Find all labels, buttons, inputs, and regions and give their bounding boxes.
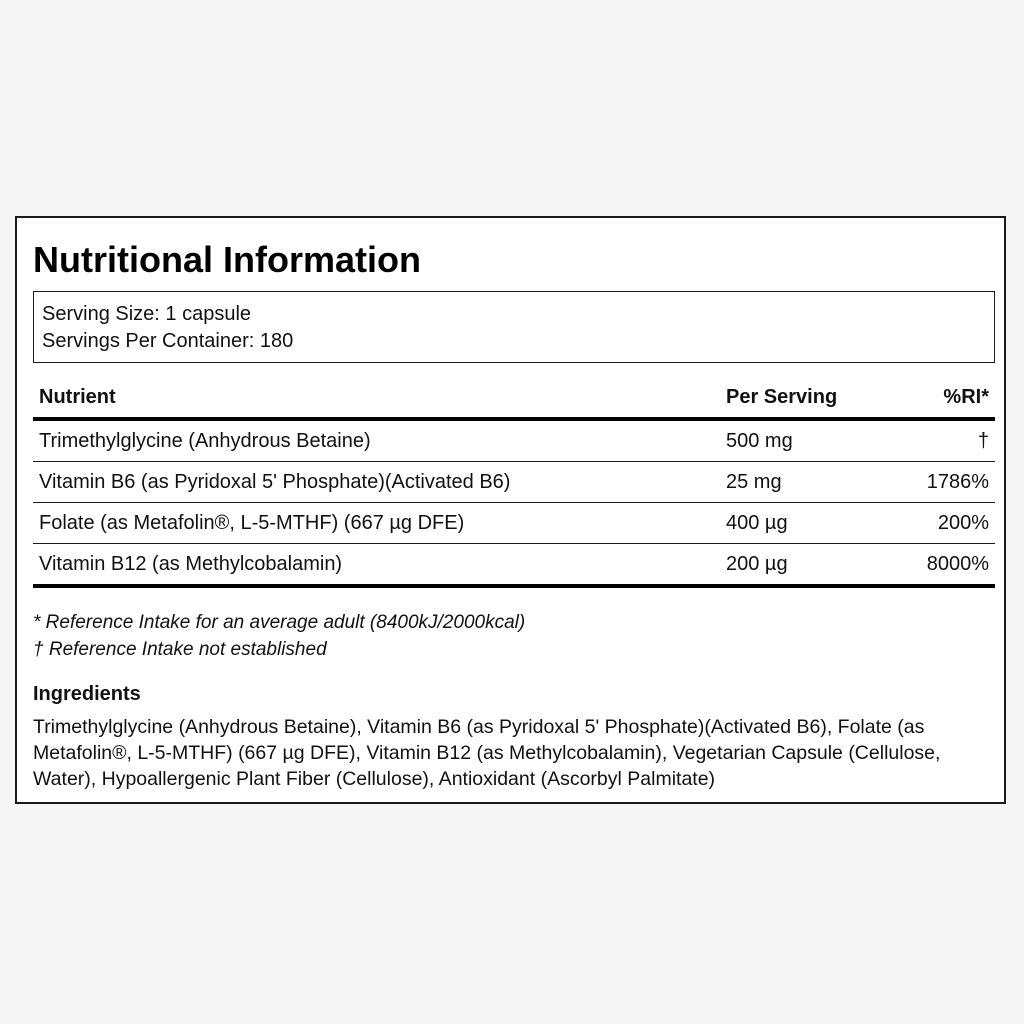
nutrient-amount: 200 µg [726, 553, 788, 575]
table-row [33, 503, 995, 544]
nutrient-table [33, 378, 995, 588]
header-ri: %RI* [943, 386, 989, 408]
nutrient-ri: 200% [937, 512, 989, 534]
nutrient-amount: 400 µg [726, 512, 788, 534]
header-nutrient: Nutrient [39, 386, 116, 408]
nutrient-name: Vitamin B6 (as Pyridoxal 5' Phosphate)(Activated B6) [39, 471, 511, 493]
nutrient-amount: 25 mg [726, 471, 782, 493]
table-row [33, 462, 995, 503]
nutrition-panel [15, 216, 1006, 804]
table-row [33, 421, 995, 462]
serving-size: Serving Size: 1 capsule [42, 303, 252, 325]
nutrient-name: Vitamin B12 (as Methylcobalamin) [39, 553, 343, 575]
nutrient-ri: 8000% [926, 553, 989, 575]
nutrient-ri: 1786% [926, 471, 989, 493]
panel-title: Nutritional Information [33, 239, 421, 280]
ingredients-heading: Ingredients [33, 683, 141, 705]
nutrient-name: Folate (as Metafolin®, L-5-MTHF) (667 µg DFE) [39, 512, 465, 534]
footnote-not-established: † Reference Intake not established [33, 639, 327, 660]
servings-per-container: Servings Per Container: 180 [42, 330, 294, 352]
nutrient-ri: † [977, 430, 989, 452]
serving-info-box [33, 291, 995, 363]
header-per-serving: Per Serving [726, 386, 838, 408]
footnote-reference-intake: * Reference Intake for an average adult (8400kJ/2000kcal) [33, 612, 526, 633]
ingredients-text: Trimethylglycine (Anhydrous Betaine), Vitamin B6 (as Pyridoxal 5' Phosphate)(Activated B6), Folate (as Metafolin®, L-5-MTHF) (667 µg DFE), Vitamin B12 (as Methylcobalamin), Vegetarian Capsule (Cellulose, Water), Hypoallergenic Plant Fiber (Cellulose), Antioxidant (Ascorbyl Palmitate) [33, 716, 941, 790]
nutrient-amount: 500 mg [726, 430, 793, 452]
nutrient-name: Trimethylglycine (Anhydrous Betaine) [39, 430, 371, 452]
footnotes [33, 609, 525, 663]
table-row [33, 544, 995, 588]
table-header-row [33, 378, 995, 421]
